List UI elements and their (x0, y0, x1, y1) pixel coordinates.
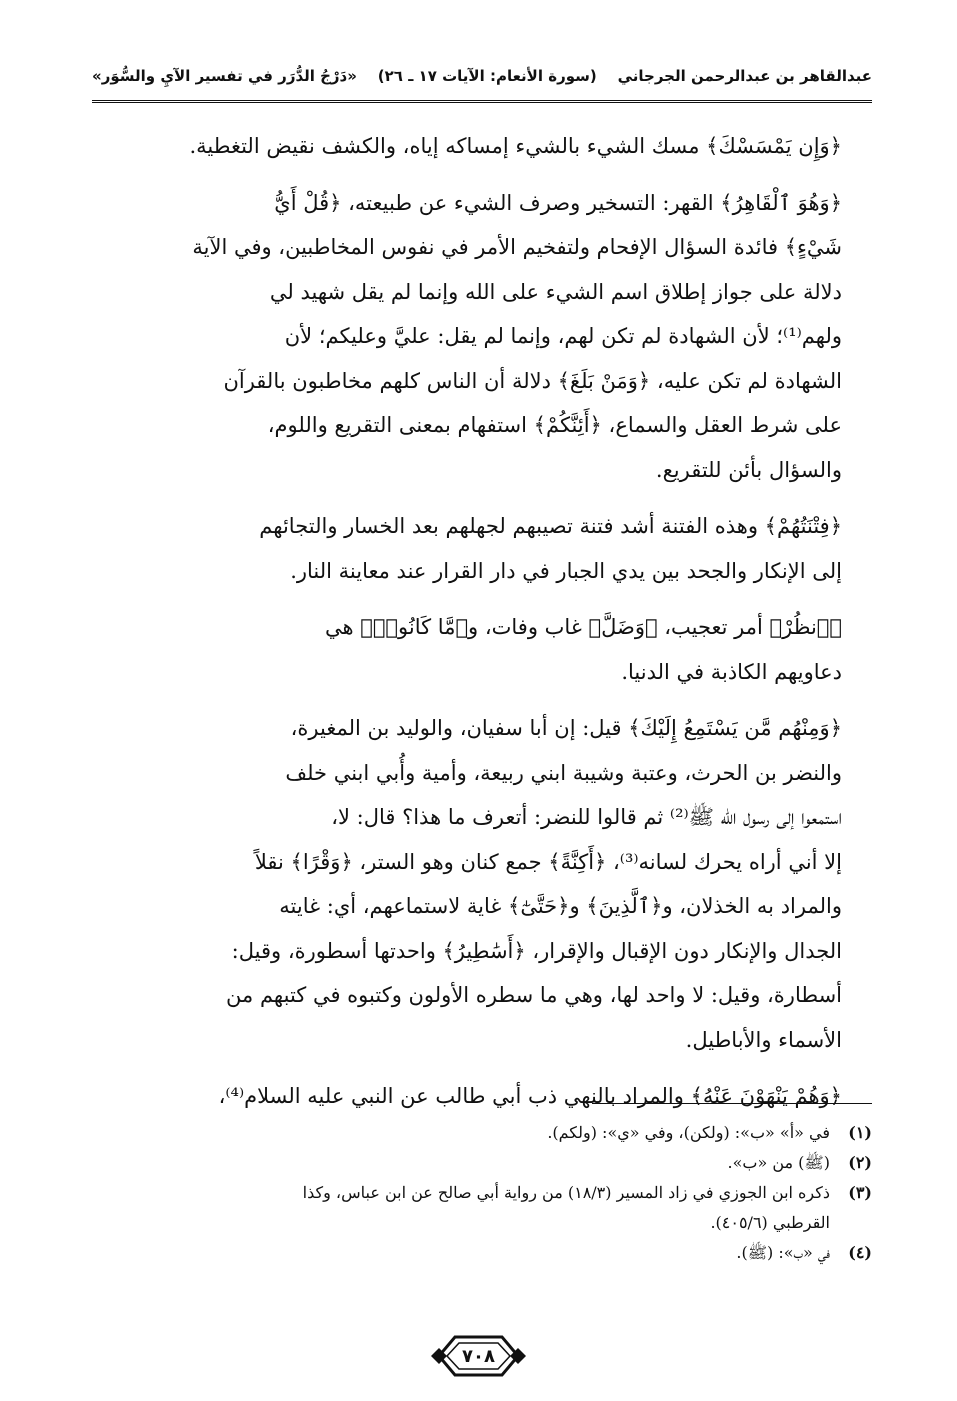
text-line: الشهادة لم تكن عليه، ﴿وَمَنْ بَلَغَ﴾ دلالة أن الناس كلهم مخاطبون بالقرآن (223, 368, 842, 393)
footnote-number: (٢) (848, 1153, 872, 1172)
page-number: ٧٠٨ (462, 1345, 495, 1367)
footnote-line: في «أ» «ب»: (ولكن)، وفي «ي»: (ولكم). (547, 1123, 830, 1142)
text-line: والسؤال بأئن للتقريع. (655, 457, 842, 482)
text-line: والمراد به الخذلان، و﴿ٱلَّذِينَ﴾ و﴿حَتَّىٰٓ﴾ غاية لاستماعهم، أي: غايته (279, 894, 842, 918)
footnote-line: القرطبي (٤٠٥/٦). (710, 1213, 830, 1232)
paragraph (92, 181, 872, 493)
footnote-number: (٣) (848, 1183, 872, 1202)
paragraph (92, 124, 872, 169)
text-line: ولهم⁽¹⁾؛ لأن الشهادة لم تكن لهم، وإنما لم يقل: عليَّ وعليكم؛ لأن (284, 324, 842, 348)
running-header (92, 58, 872, 94)
header-book-title: «دَرْجُ الدُّرَر في تفسير الآيِ والسُّوَر» (92, 67, 357, 85)
main-text (92, 124, 872, 1131)
footnotes (92, 1118, 872, 1268)
footnote-separator (592, 1103, 872, 1104)
text-line: استمعوا إلى رسول الله ﷺ⁽²⁾ ثم قالوا للنضر: أتعرف ما هذا؟ قال: لا، (331, 805, 842, 829)
text-line: ﴿وَهُوَ ٱلْقَاهِرُ﴾ القهر: التسخير وصرف الشيء عن طبيعته، ﴿قُلْ أَيُّ (274, 190, 842, 215)
paragraph (92, 605, 872, 694)
text-line: الأسماء والأباطيل. (685, 1027, 842, 1052)
footnote-number: (٤) (848, 1243, 872, 1262)
header-section: (سورة الأنعام: الآيات ١٧ ـ ٢٦) (377, 67, 597, 85)
footnote-number: (١) (848, 1123, 872, 1142)
text-line: دلالة على جواز إطلاق اسم الشيء على الله وإنما لم يقل شهيد لي (269, 279, 842, 304)
text-line: على شرط العقل والسماع، ﴿أَئِنَّكُمْ﴾ استفهام بمعنى التقريع واللوم، (267, 413, 842, 437)
text-line: ﴿ٱنظُرْ﴾ أمر تعجيب، ﴿وَضَلَّ﴾ غاب وفات، و﴿مَّا كَانُوا۟﴾ هي (324, 615, 842, 639)
footnote (92, 1118, 872, 1148)
text-line: ﴿وَهُمْ يَنْهَوْنَ عَنْهُ﴾ والمراد بالنهي ذب أبي طالب عن النبي عليه السلام⁽⁴⁾، (218, 1084, 842, 1108)
text-line: ﴿فِتْنَتُهُمْ﴾ وهذه الفتنة أشد فتنة تصيبهم لجهلهم بعد الخسار والتجائهم (259, 514, 842, 538)
header-author: عبدالقاهر بن عبدالرحمن الجرجاني (617, 67, 872, 85)
text-line: ﴿وَمِنْهُم مَّن يَسْتَمِعُ إِلَيْكَ﴾ قيل: إن أبا سفيان، والوليد بن المغيرة، (290, 716, 842, 740)
text-line: الجدال والإنكار دون الإقبال والإقرار، ﴿أَسَٰطِيرُ﴾ واحدتها أسطورة، وقيل: (231, 938, 842, 963)
footnote (92, 1148, 872, 1178)
footnote-line: ذكره ابن الجوزي في زاد المسير (١٨/٣) من رواية أبي صالح عن ابن عباس، وكذا (302, 1183, 830, 1202)
paragraph (92, 504, 872, 593)
paragraph (92, 706, 872, 1062)
footnote (92, 1178, 872, 1238)
text-line: ﴿وَإِن يَمْسَسْكَ﴾ مسك الشيء بالشيء إمساكه إياه، والكشف نقيض التغطية. (189, 134, 842, 158)
header-rule (92, 100, 872, 103)
text-line: إلا أني أراه يحرك لسانه⁽³⁾، ﴿أَكِنَّةً﴾ جمع كنان وهو الستر، ﴿وَقْرًا﴾ نقلاً (254, 849, 842, 874)
text-line: شَيْءٍ﴾ فائدة السؤال الإفحام ولتفخيم الأمر في نفوس المخاطبين، وفي الآية (192, 235, 842, 259)
paragraph (92, 1074, 872, 1119)
text-line: أسطارة، وقيل: لا واحد لها، وهي ما سطره الأولون وكتبوه في كتبهم من (226, 983, 842, 1007)
text-line: إلى الإنكار والجحد بين يدي الجبار في دار القرار عند معاينة النار. (290, 558, 842, 583)
footnote (92, 1238, 872, 1268)
footnote-line: (ﷺ) من «ب». (727, 1153, 830, 1172)
footnote-line: في «ب»: (ﷺ). (736, 1243, 830, 1262)
page-number-ornament (429, 1331, 528, 1381)
text-line: والنضر بن الحرث، وعتبة وشيبة ابني ربيعة، وأمية وأُبي ابني خلف (285, 760, 842, 785)
text-line: دعاويهم الكاذبة في الدنيا. (621, 659, 842, 684)
